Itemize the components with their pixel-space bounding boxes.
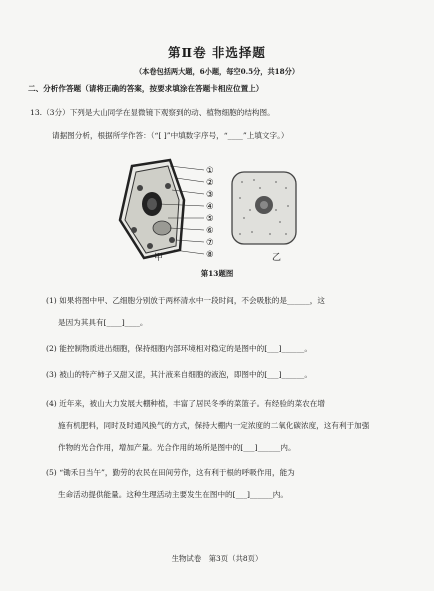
animal-cell-label: 乙 xyxy=(272,253,282,263)
part-3-line1: 被山的特产柿子又甜又涩，其汁液来自细胞的液泡，即图中的[___]______。 xyxy=(59,370,312,379)
part-number: ② xyxy=(206,178,214,188)
part-5-id: (5) xyxy=(46,468,57,477)
cell-diagram-figure xyxy=(110,158,340,278)
part-2-line1: 能控制物质进出细胞，保持细胞内部环境相对稳定的是图中的[___]______。 xyxy=(59,344,312,353)
part-number: ⑥ xyxy=(206,226,214,236)
part-5-line2: 生命活动提供能量。这种生理活动主要发生在图中的[___]______内。 xyxy=(58,490,288,499)
section-heading: 二、分析作答题（请将正确的答案，按要求填涂在答题卡相应位置上） xyxy=(28,84,264,93)
part-number: ③ xyxy=(206,190,214,200)
part-5 xyxy=(46,468,295,478)
part-1-id: (1) xyxy=(46,296,57,305)
part-number: ⑧ xyxy=(206,250,214,260)
part-2-id: (2) xyxy=(46,344,57,353)
part-4 xyxy=(46,399,325,409)
part-2 xyxy=(46,344,312,354)
page-footer: 生物试卷 第3页（共8页） xyxy=(171,554,263,563)
part-4-line2: 施有机肥料，同时及时通风换气的方式，保持大棚内一定浓度的二氧化碳浓度，这有利于加强 xyxy=(58,421,370,430)
part-number: ① xyxy=(206,166,214,176)
part-1-line2: 是因为其具有[____]____。 xyxy=(58,318,148,327)
part-number: ⑤ xyxy=(206,214,214,224)
section-note: （本卷包括两大题，6小题，每空0.5分，共18分） xyxy=(134,67,300,76)
part-3 xyxy=(46,370,312,380)
figure-caption: 第13题图 xyxy=(200,269,234,278)
cell-diagram xyxy=(110,158,340,278)
part-number: ⑦ xyxy=(206,238,214,248)
plant-cell-label: 甲 xyxy=(154,253,164,263)
part-4-line3: 作物的光合作用，增加产量。光合作用的场所是图中的[___]______内。 xyxy=(58,443,296,452)
part-numbers xyxy=(206,166,214,260)
part-5-line1: “锄禾日当午”，勤劳的农民在田间劳作，这有利于根的呼吸作用，能为 xyxy=(59,468,295,477)
part-1 xyxy=(46,296,325,306)
question-13-stem: 13.（3分）下列是大山同学在显微镜下观察到的动、植物细胞的结构图。 xyxy=(30,108,275,117)
part-4-line1: 近年来，被山大力发展大棚种植，丰富了居民冬季的菜篮子。有经验的菜农在增 xyxy=(59,399,325,408)
part-1-line1: 如果将图中甲、乙细胞分别放于两杯清水中一段时间，不会吸胀的是______，这 xyxy=(59,296,325,305)
page-title: 第Ⅱ卷 非选择题 xyxy=(168,45,266,60)
animal-cell-drawing xyxy=(232,172,296,244)
part-number: ④ xyxy=(206,202,214,212)
question-13-instruction: 请据图分析，根据所学作答：（“[ ]”中填数字序号，“____”上填文字。） xyxy=(52,131,289,140)
part-3-id: (3) xyxy=(46,370,57,379)
part-4-id: (4) xyxy=(46,399,57,408)
plant-cell-drawing xyxy=(120,160,184,258)
